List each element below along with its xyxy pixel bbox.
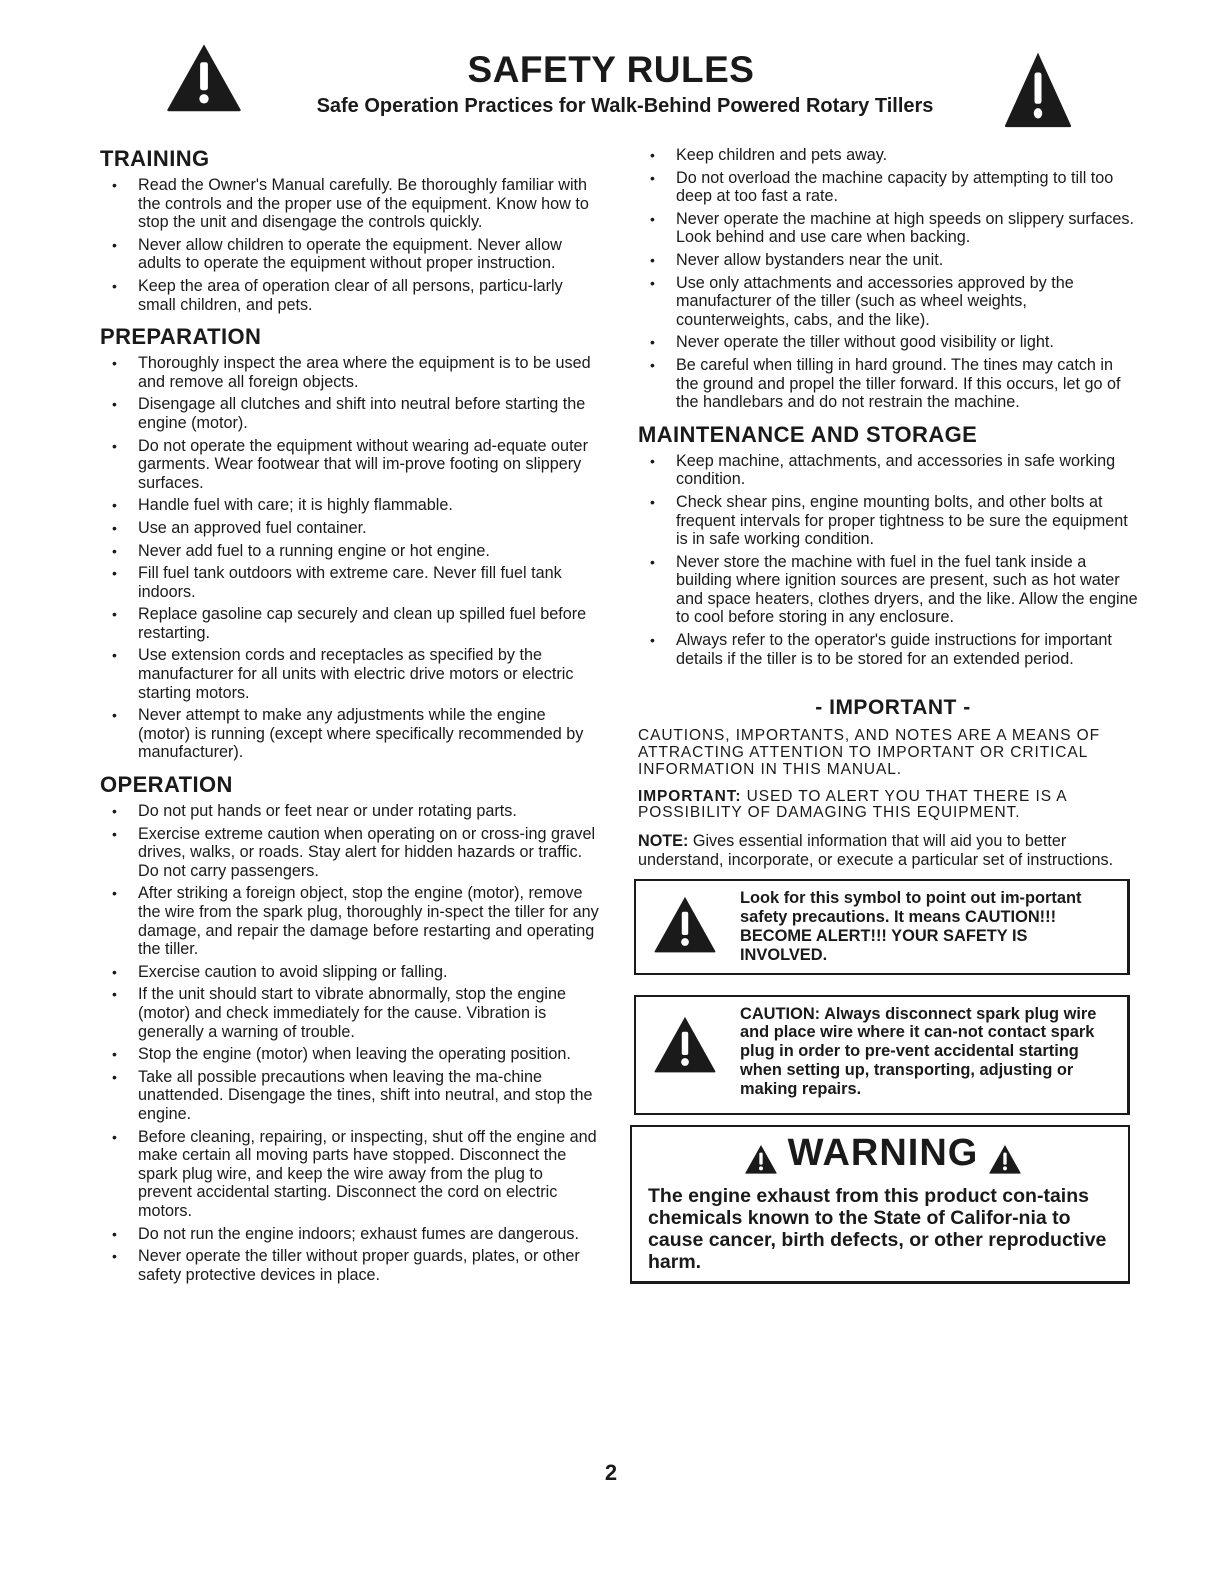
list-item: • Never operate the machine at high speeds on slippery surfaces. Look behind and use care when backing.: [648, 210, 1138, 247]
list-item: • Never allow bystanders near the unit.: [648, 251, 1138, 270]
preparation-heading: PREPARATION: [100, 324, 262, 350]
warning-text: The engine exhaust from this product con-tains chemicals known to the State of Califor-nia to cause cancer, birth defects, or other reproductive harm.: [648, 1184, 1107, 1273]
important-heading: - IMPORTANT -: [815, 696, 971, 720]
warning-box: [630, 1125, 1130, 1284]
list-item: • Thoroughly inspect the area where the equipment is to be used and remove all foreign objects.: [110, 354, 600, 391]
maintenance-list: [648, 452, 1138, 669]
warning-triangle-icon: [988, 1138, 1022, 1168]
warning-triangle-icon: [744, 1138, 778, 1168]
list-item: • Disengage all clutches and shift into neutral before starting the engine (motor).: [110, 395, 600, 432]
note-text: Gives essential information that will aid you to better understand, incorporate, or execute a particular set of instructions.: [638, 832, 1114, 869]
warning-heading-text: WARNING: [787, 1131, 979, 1174]
maintenance-heading: MAINTENANCE AND STORAGE: [638, 421, 978, 447]
page-number: 2: [604, 1460, 618, 1485]
preparation-list: [110, 354, 600, 762]
page-title: SAFETY RULES: [467, 49, 755, 90]
list-item: • Do not put hands or feet near or under rotating parts.: [110, 802, 600, 821]
list-item: • Use extension cords and receptacles as specified by the manufacturer for all units with electric drive motors or electric starting motors.: [110, 646, 600, 702]
safety-symbol-text: Look for this symbol to point out im-portant safety precautions. It means CAUTION!!! BECOME ALERT!!! YOUR SAFETY IS INVOLVED.: [740, 889, 1082, 964]
list-item: • Do not operate the equipment without wearing ad-equate outer garments. Wear footwear that will im-prove footing on slippery surfaces.: [110, 437, 600, 493]
list-item: • Replace gasoline cap securely and clean up spilled fuel before restarting.: [110, 605, 600, 642]
note-label: NOTE:: [638, 832, 689, 851]
list-item: • Keep children and pets away.: [648, 146, 1138, 165]
warning-heading: [648, 1129, 1118, 1177]
right-column: [638, 146, 1138, 1284]
list-item: • Never allow children to operate the equipment. Never allow adults to operate the equipment without proper instruction.: [110, 236, 600, 273]
list-item: • Keep the area of operation clear of all persons, particu-larly small children, and pets.: [110, 277, 600, 314]
safety-symbol-box: [634, 879, 1130, 974]
warning-triangle-icon: [652, 1015, 718, 1073]
important-definition: [638, 789, 1138, 823]
list-item: • Never add fuel to a running engine or hot engine.: [110, 542, 600, 561]
list-item: • After striking a foreign object, stop the engine (motor), remove the wire from the spark plug, thoroughly in-spect the tiller for any damage, and repair the damage before restarting and operating the tiller.: [110, 884, 600, 958]
list-item: • Check shear pins, engine mounting bolts, and other bolts at frequent intervals for proper tightness to be sure the equipment is in safe working condition.: [648, 493, 1138, 549]
list-item: • Use only attachments and accessories approved by the manufacturer of the tiller (such as wheel weights, counterweights, cabs, and the like).: [648, 274, 1138, 330]
page-subtitle: Safe Operation Practices for Walk-Behind Powered Rotary Tillers: [316, 95, 934, 117]
list-item: • Never store the machine with fuel in the fuel tank inside a building where ignition sources are present, such as hot water and space heaters, clothes dryers, and the like. Allow the engine to cool before storing in any enclosure.: [648, 553, 1138, 627]
list-item: • Before cleaning, repairing, or inspecting, shut off the engine and make certain all moving parts have stopped. Disconnect the spark plug wire, and keep the wire away from the plug to prevent accidental starting. Disconnect the cord on electric motors.: [110, 1128, 600, 1221]
list-item: • Always refer to the operator's guide instructions for important details if the tiller is to be stored for an extended period.: [648, 631, 1138, 668]
caution-box: [634, 995, 1130, 1115]
left-column: [100, 146, 600, 1288]
list-item: • Keep machine, attachments, and accessories in safe working condition.: [648, 452, 1138, 489]
list-item: • Take all possible precautions when leaving the ma-chine unattended. Disengage the tines, shift into neutral, and stop the engine.: [110, 1068, 600, 1124]
list-item: • Use an approved fuel container.: [110, 519, 600, 538]
list-item: • Read the Owner's Manual carefully. Be thoroughly familiar with the controls and the proper use of the equipment. Know how to stop the unit and disengage the controls quickly.: [110, 176, 600, 232]
list-item: • Never operate the tiller without good visibility or light.: [648, 333, 1138, 352]
training-heading: TRAINING: [100, 146, 210, 171]
list-item: • Do not overload the machine capacity by attempting to till too deep at too fast a rate.: [648, 169, 1138, 206]
operation-continued-list: [648, 146, 1138, 412]
list-item: • Exercise caution to avoid slipping or falling.: [110, 963, 600, 982]
list-item: • Exercise extreme caution when operating on or cross-ing gravel drives, walks, or roads. Stay alert for hidden hazards or traffic. Do not carry passengers.: [110, 825, 600, 881]
training-list: [110, 176, 600, 314]
warning-triangle-icon: [652, 895, 718, 953]
operation-list: [110, 802, 600, 1284]
important-intro: CAUTIONS, IMPORTANTS, AND NOTES ARE A MEANS OF ATTRACTING ATTENTION TO IMPORTANT OR CRITICAL INFORMATION IN THIS MANUAL.: [638, 727, 1100, 778]
list-item: • Stop the engine (motor) when leaving the operating position.: [110, 1045, 600, 1064]
list-item: • Handle fuel with care; it is highly flammable.: [110, 496, 600, 515]
important-text: USED TO ALERT YOU THAT THERE IS A POSSIBILITY OF DAMAGING THIS EQUIPMENT.: [638, 787, 1067, 822]
caution-text: CAUTION: Always disconnect spark plug wire and place wire where it can-not contact spark plug in order to pre-vent accidental starting when setting up, transporting, adjusting or making repairs.: [740, 1004, 1097, 1098]
important-label: IMPORTANT:: [638, 787, 742, 805]
list-item: • If the unit should start to vibrate abnormally, stop the engine (motor) and check immediately for the cause. Vibration is generally a warning of trouble.: [110, 985, 600, 1041]
list-item: • Never attempt to make any adjustments while the engine (motor) is running (except where specifically recommended by manufacturer).: [110, 706, 600, 762]
list-item: • Fill fuel tank outdoors with extreme care. Never fill fuel tank indoors.: [110, 564, 600, 601]
operation-heading: OPERATION: [100, 772, 233, 798]
list-item: • Do not run the engine indoors; exhaust fumes are dangerous.: [110, 1225, 600, 1244]
note-definition: [638, 832, 1138, 869]
list-item: • Never operate the tiller without proper guards, plates, or other safety protective devices in place.: [110, 1247, 600, 1284]
list-item: • Be careful when tilling in hard ground. The tines may catch in the ground and propel the tiller forward. If this occurs, let go of the handlebars and do not restrain the machine.: [648, 356, 1138, 412]
